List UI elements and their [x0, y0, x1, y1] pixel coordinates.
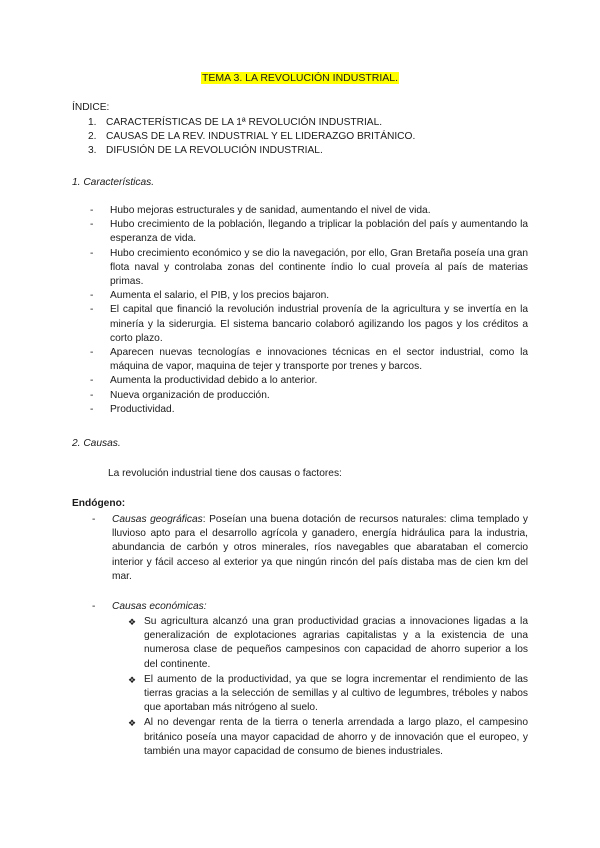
list-item: ❖ Su agricultura alcanzó una gran productividad gracias a innovaciones ligadas a la generalización de explotaciones agrarias capitalistas y a la existencia de una numerosa clase de pequeños campesinos con capacidad de ahorro superior a los del continente. [128, 616, 528, 670]
dash-marker: - [90, 304, 94, 316]
list-item [92, 513, 528, 584]
list-item: - Hubo mejoras estructurales y de sanidad, aumentando el nivel de vida. [90, 204, 528, 218]
list-item: - Nueva organización de producción. [90, 389, 528, 403]
dash-marker: - [92, 601, 96, 612]
causas-economicas [92, 600, 528, 614]
dash-marker: - [90, 247, 94, 259]
dash-marker: - [90, 205, 94, 216]
index-item-number: 3. [88, 145, 97, 156]
list-item: - Aparecen nuevas tecnologías e innovaciones técnicas en el sector industrial, como la máquina de vapor, maquina de tejer y transporte por trenes y barcos. [90, 347, 528, 373]
section-heading-causas: 2. Causas. [72, 438, 121, 449]
index-item [88, 130, 415, 144]
list-item: - Productividad. [90, 403, 528, 417]
index-item [88, 116, 382, 130]
eco-label: Causas económicas: [112, 601, 207, 612]
list-item: - Hubo crecimiento económico y se dio la navegación, por ello, Gran Bretaña poseía una gran flota naval y controlaba zonas del continente índio lo cual proveía al país de materias primas. [90, 247, 528, 288]
caracteristicas-list [90, 204, 528, 417]
list-item: - Hubo crecimiento de la población, llegando a triplicar la población del país y aumentando la esperanza de vida. [90, 219, 528, 245]
dash-marker: - [92, 514, 96, 525]
title-highlight: TEMA 3. LA REVOLUCIÓN INDUSTRIAL. [201, 72, 399, 84]
list-item: - Aumenta la productividad debido a lo anterior. [90, 374, 528, 388]
economicas-list [128, 615, 528, 760]
diamond-icon: ❖ [128, 674, 137, 685]
endogeno-heading: Endógeno: [72, 498, 126, 509]
dash-marker: - [90, 389, 94, 401]
dash-marker: - [90, 290, 94, 302]
list-item: - El capital que financió la revolución industrial provenía de la agricultura y se invertía en la minería y la siderurgia. El sistema bancario colaboró agilizando los pagos y los créditos a corto plazo. [90, 304, 528, 344]
dash-marker: - [90, 403, 94, 415]
list-item [92, 600, 528, 614]
dash-marker: - [90, 347, 94, 359]
index-item-text: CARACTERÍSTICAS DE LA 1ª REVOLUCIÓN INDUSTRIAL. [106, 117, 383, 128]
geo-text: : Poseían una buena dotación de recursos naturales: clima templado y lluvioso apto para el desarrollo agrícola y ganadero, energía hidráulica para la industria, abundancia de carbón y otros minerales, ríos navegables que abarataban el comercio interior y fácil acceso al exterior ya que ningún rincón del país distaba mas de cien km del mar. [112, 514, 528, 582]
causas-intro: La revolución industrial tiene dos causas o factores: [108, 468, 342, 479]
causas-geograficas [92, 513, 528, 584]
index-item-text: CAUSAS DE LA REV. INDUSTRIAL Y EL LIDERAZGO BRITÁNICO. [106, 131, 416, 142]
index-item [88, 144, 323, 158]
index-item-number: 2. [88, 131, 97, 142]
index-item-text: DIFUSIÓN DE LA REVOLUCIÓN INDUSTRIAL. [106, 145, 323, 156]
diamond-icon: ❖ [128, 617, 137, 627]
diamond-icon: ❖ [128, 718, 137, 729]
index-item-number: 1. [88, 117, 97, 128]
section-heading-caracteristicas: 1. Características. [72, 177, 155, 188]
document-title [0, 72, 600, 85]
dash-marker: - [90, 219, 94, 231]
dash-marker: - [90, 375, 94, 387]
list-item: - Aumenta el salario, el PIB, y los precios bajaron. [90, 289, 528, 303]
list-item: ❖ El aumento de la productividad, ya que se logra incrementar el rendimiento de las tierras gracias a la selección de semillas y al cultivo de legumbres, tréboles y nabos que aportaban más nitrógeno al suelo. [128, 673, 528, 714]
geo-label: Causas geográficas [112, 514, 203, 525]
list-item: ❖ Al no devengar renta de la tierra o tenerla arrendada a largo plazo, el campesino británico poseía una mayor capacidad de ahorro y de innovación que el europeo, y también una mayor capacidad de consumo de bienes industriales. [128, 717, 528, 757]
index-heading: ÍNDICE: [72, 102, 110, 113]
